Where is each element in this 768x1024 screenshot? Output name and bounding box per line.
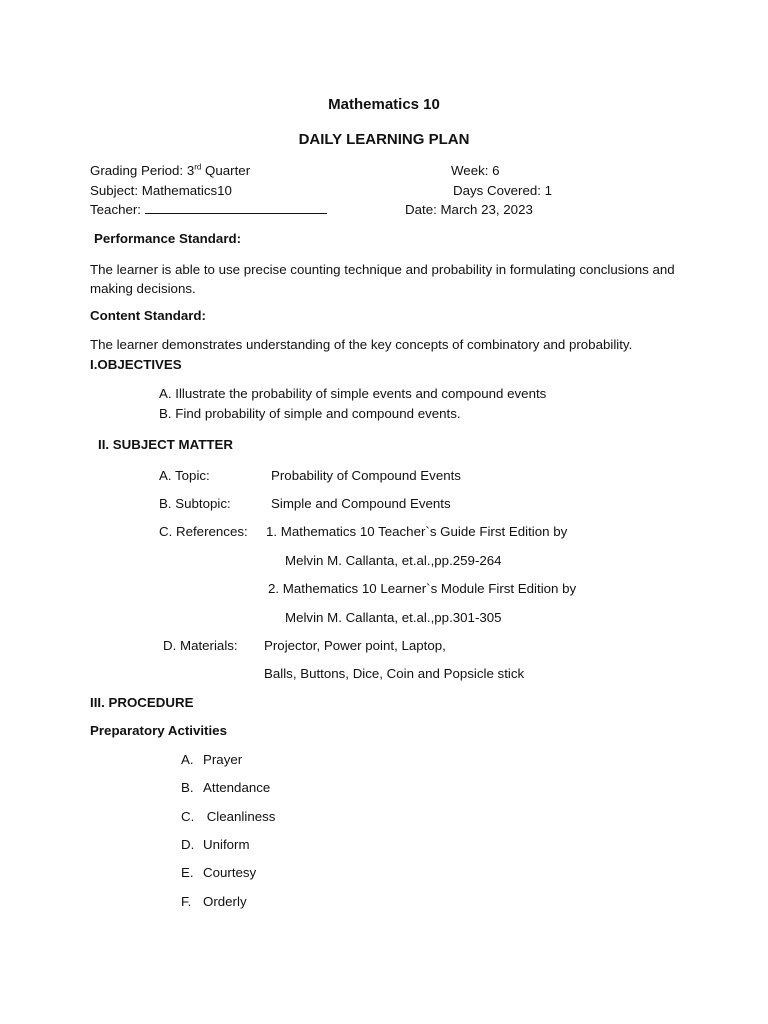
document-subtitle: DAILY LEARNING PLAN xyxy=(298,131,470,148)
list-item: D. xyxy=(181,837,195,852)
list-item: E. xyxy=(181,865,194,880)
list-item: F. xyxy=(181,894,192,909)
list-item: A. xyxy=(181,752,194,767)
performance-standard-heading: Performance Standard: xyxy=(94,231,242,246)
document-title: Mathematics 10 xyxy=(328,96,440,113)
reference-2-line-2: Melvin M. Callanta, et.al.,pp.301-305 xyxy=(285,610,502,625)
references-label: C. References: xyxy=(159,524,248,539)
subject: Subject: Mathematics10 xyxy=(90,183,232,198)
days-covered: Days Covered: 1 xyxy=(453,183,553,198)
list-item-text: Orderly xyxy=(203,894,247,909)
week: Week: 6 xyxy=(451,163,500,178)
procedure-heading: III. PROCEDURE xyxy=(90,695,194,710)
topic-value: Probability of Compound Events xyxy=(271,468,461,483)
reference-2-line-1: 2. Mathematics 10 Learner`s Module First Edition by xyxy=(268,581,577,596)
subject-matter-heading: II. SUBJECT MATTER xyxy=(98,437,233,452)
date: Date: March 23, 2023 xyxy=(405,202,533,217)
list-item-text: Cleanliness xyxy=(203,809,276,824)
teacher-blank-line xyxy=(145,201,327,214)
list-item-text: Attendance xyxy=(203,780,271,795)
reference-1-line-2: Melvin M. Callanta, et.al.,pp.259-264 xyxy=(285,553,502,568)
content-standard-heading: Content Standard: xyxy=(90,308,206,323)
list-item-text: Courtesy xyxy=(203,865,257,880)
materials-line-2: Balls, Buttons, Dice, Coin and Popsicle stick xyxy=(264,666,525,681)
preparatory-activities-heading: Preparatory Activities xyxy=(90,723,227,738)
objective-item: A. Illustrate the probability of simple events and compound events xyxy=(159,386,547,401)
subtopic-label: B. Subtopic: xyxy=(159,496,231,511)
materials-label: D. Materials: xyxy=(163,638,238,653)
performance-standard-text: The learner is able to use precise counting technique and probability in formulating conclusions and making decisions. xyxy=(90,262,675,296)
list-item: B. xyxy=(181,780,194,795)
materials-line-1: Projector, Power point, Laptop, xyxy=(264,638,446,653)
topic-label: A. Topic: xyxy=(159,468,210,483)
content-standard-text: The learner demonstrates understanding of the key concepts of combinatory and probability. xyxy=(90,337,633,352)
teacher: Teacher: xyxy=(90,201,327,219)
grading-period: Grading Period: 3rd Quarter xyxy=(90,162,251,178)
reference-1-line-1: 1. Mathematics 10 Teacher`s Guide First Edition by xyxy=(266,524,568,539)
objectives-heading: I.OBJECTIVES xyxy=(90,357,182,372)
list-item-text: Uniform xyxy=(203,837,250,852)
list-item: C. xyxy=(181,809,195,824)
subtopic-value: Simple and Compound Events xyxy=(271,496,451,511)
list-item-text: Prayer xyxy=(203,752,243,767)
objective-item: B. Find probability of simple and compound events. xyxy=(159,406,461,421)
